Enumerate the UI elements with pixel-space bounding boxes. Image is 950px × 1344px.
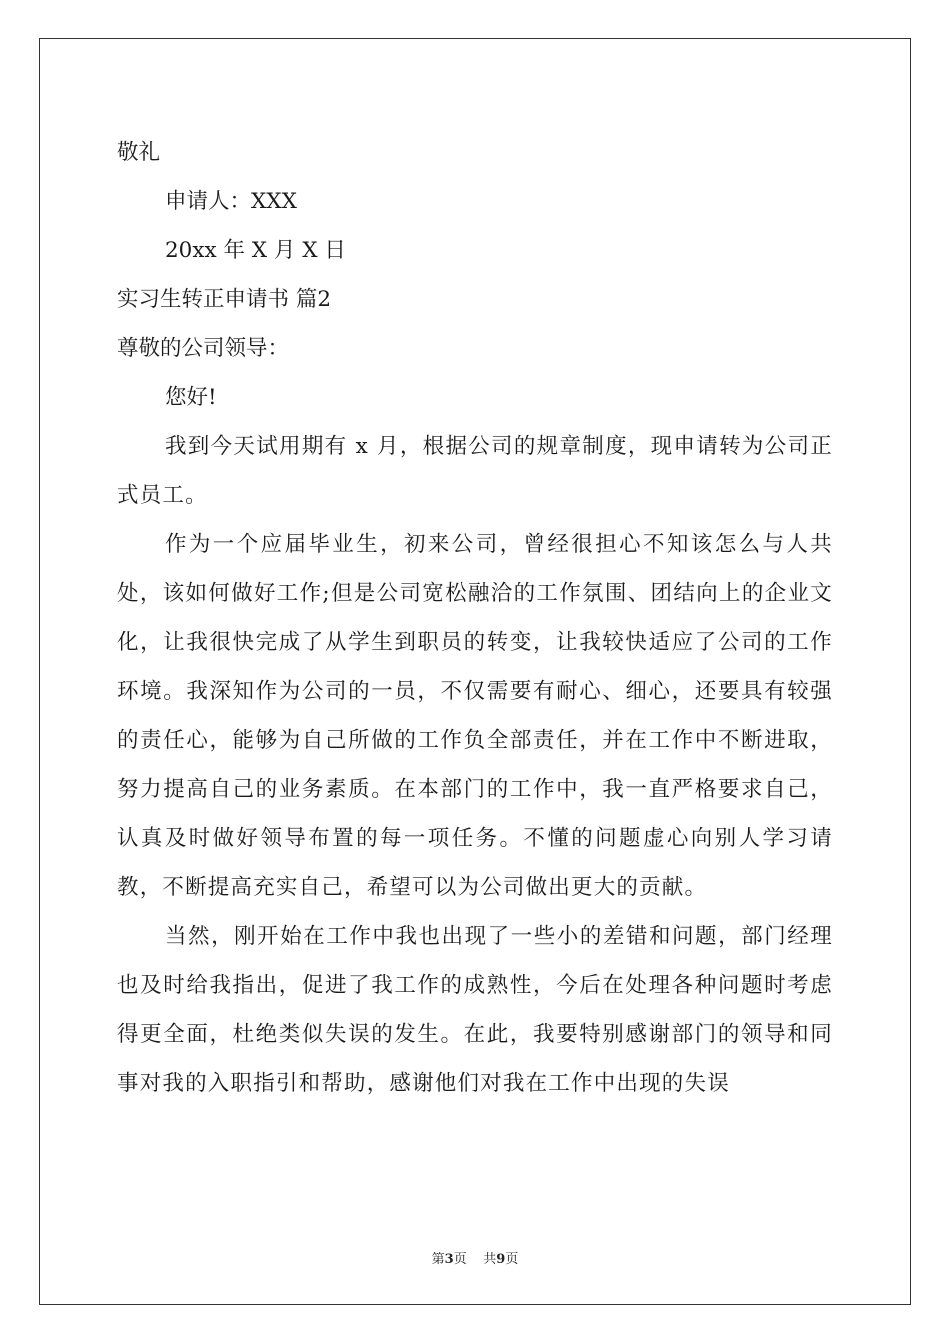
total-prefix: 共 bbox=[483, 1252, 497, 1267]
page-footer bbox=[0, 1248, 950, 1267]
paragraph-2: 作为一个应届毕业生，初来公司，曾经很担心不知该怎么与人共处，该如何做好工作;但是公司宽松融洽的工作氛围、团结向上的企业文化，让我很快完成了从学生到职员的转变，让我较快适应了公司的工作环境。我深知作为公司的一员，不仅需要有耐心、细心，还要具有较强的责任心，能够为自己所做的工作负全部责任，并在工作中不断进取，努力提高自己的业务素质。在本部门的工作中，我一直严格要求自己，认真及时做好领导布置的每一项任务。不懂的问题虚心向别人学习请教，不断提高充实自己，希望可以为公司做出更大的贡献。 bbox=[117, 532, 833, 900]
closing-line: 敬礼 bbox=[117, 140, 161, 165]
paragraph-3: 当然，刚开始在工作中我也出现了一些小的差错和问题，部门经理也及时给我指出，促进了我工作的成熟性，今后在处理各种问题时考虑得更全面，杜绝类似失误的发生。在此，我要特别感谢部门的领导和同事对我的入职指引和帮助，感谢他们对我在工作中出现的失误 bbox=[117, 924, 833, 1096]
greeting-line: 您好! bbox=[165, 385, 217, 410]
applicant-line: 申请人：XXX bbox=[165, 189, 297, 214]
salutation-line: 尊敬的公司领导： bbox=[117, 336, 290, 361]
page-suffix: 页 bbox=[453, 1252, 467, 1267]
total-suffix: 页 bbox=[505, 1252, 519, 1267]
date-line: 20xx 年 X 月 X 日 bbox=[165, 238, 346, 263]
page-prefix: 第 bbox=[431, 1252, 445, 1267]
section-title: 实习生转正申请书 篇2 bbox=[117, 287, 332, 312]
page-total: 9 bbox=[496, 1252, 506, 1267]
paragraph-1: 我到今天试用期有 x 月，根据公司的规章制度，现申请转为公司正式员工。 bbox=[117, 434, 833, 508]
page-current: 3 bbox=[444, 1252, 454, 1267]
document-body bbox=[117, 128, 833, 1108]
